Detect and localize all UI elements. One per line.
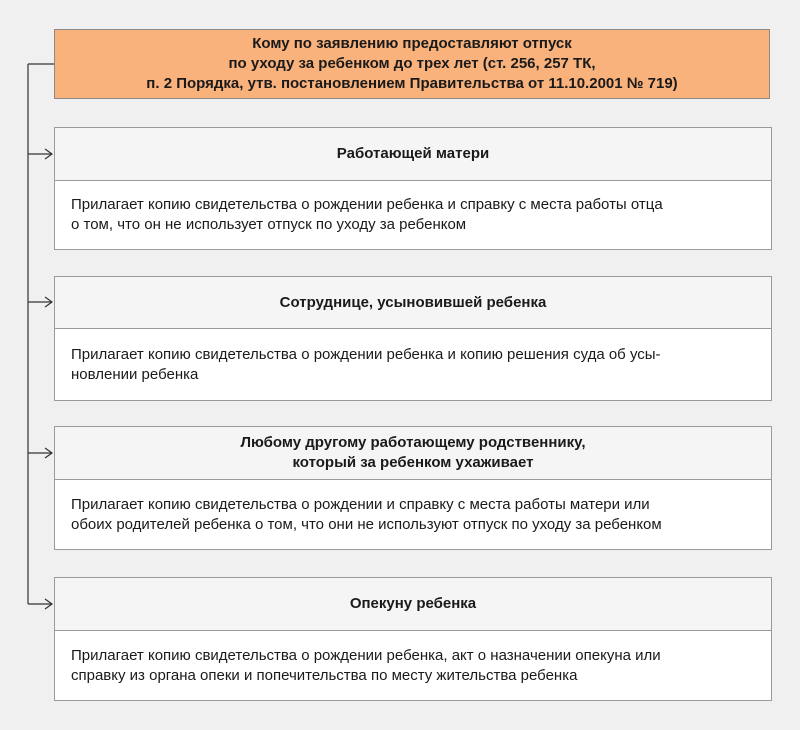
diagram-header — [54, 29, 770, 99]
card-body: Прилагает копию свидетельства о рождении ребенка и справку с места работы отца о том, что он не использует отпуск по уходу за ребенком — [71, 196, 663, 233]
card-title: Сотруднице, усыновившей ребенка — [55, 277, 771, 329]
card-title: Опекуну ребенка — [55, 578, 771, 631]
header-line: Кому по заявлению предоставляют отпуск — [252, 35, 572, 52]
header-line: п. 2 Порядка, утв. постановлением Правительства от 11.10.2001 № 719) — [146, 75, 678, 92]
header-line: по уходу за ребенком до трех лет (ст. 256, 257 ТК, — [228, 55, 596, 72]
card-guardian — [54, 577, 772, 701]
card-body: Прилагает копию свидетельства о рождении и справку с места работы матери или обоих родителей ребенка о том, что они не используют отпуск по уходу за ребенком — [71, 495, 662, 533]
card-working-mother — [54, 127, 772, 250]
arrow-to-card-4 — [28, 599, 52, 609]
card-other-relative — [54, 426, 772, 550]
card-title: Работающей матери — [55, 128, 771, 181]
card-title: Любому другому работающему родственнику, который за ребенком ухаживает — [55, 427, 771, 480]
card-body: Прилагает копию свидетельства о рождении ребенка, акт о назначении опекуна или справку из органа опеки и попечительства по месту жительства ребенка — [71, 646, 661, 684]
card-adoptive-employee — [54, 276, 772, 401]
arrow-to-card-3 — [28, 448, 52, 458]
card-body: Прилагает копию свидетельства о рождении ребенка и копию решения суда об усы- новлении ребенка — [71, 345, 661, 383]
arrow-to-card-1 — [28, 149, 52, 159]
arrow-to-card-2 — [28, 297, 52, 307]
